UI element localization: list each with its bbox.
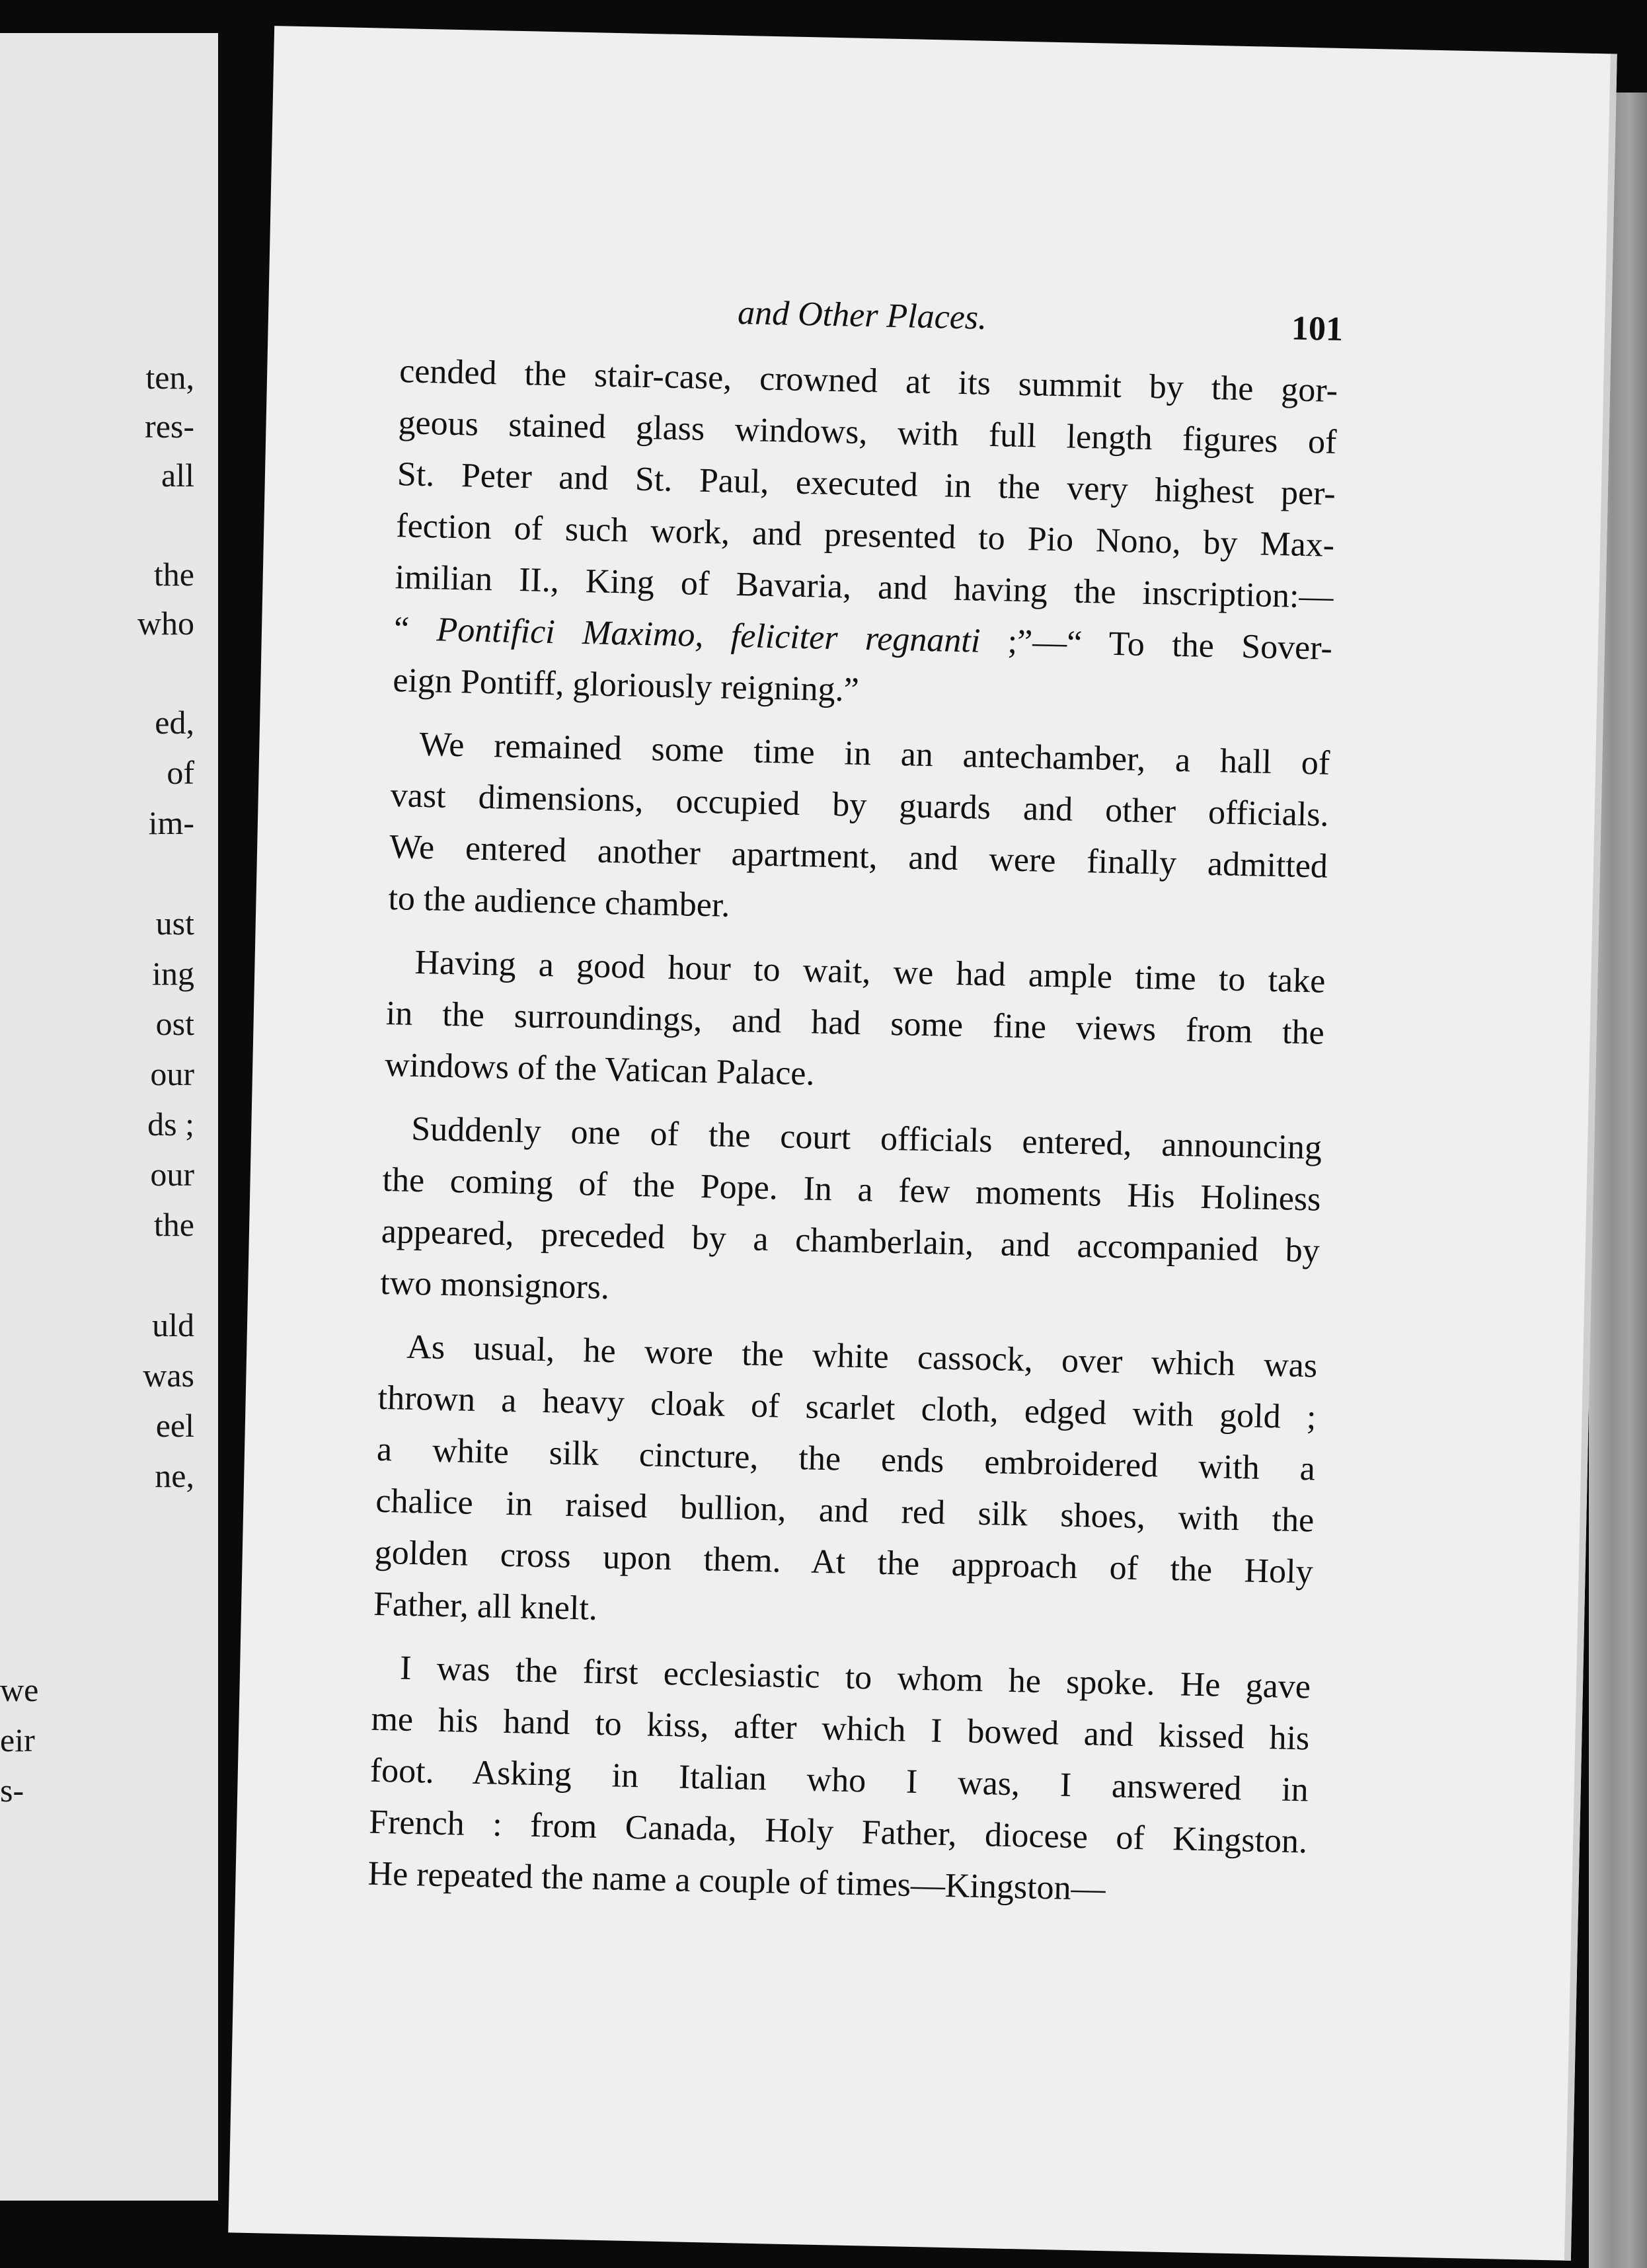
left-page-fragment: ed, (155, 704, 194, 741)
page-number: 101 (1291, 309, 1344, 349)
text-line: “ Pontifici Maximo, feliciter regnanti ;”—“ To the Sover- (393, 610, 1333, 667)
text-line: a white silk cincture, the ends embroidered with a (376, 1430, 1316, 1488)
text-line: Suddenly one of the court officials entered, announcing (410, 1110, 1322, 1167)
text-line: cended the stair-case, crowned at its summit by the gor- (399, 352, 1338, 410)
text-line: eign Pontiff, gloriously reigning.” (392, 662, 860, 709)
text-line: As usual, he wore the white cassock, over which was (406, 1328, 1318, 1385)
book-page (228, 26, 1617, 2261)
left-page-fragment: the (153, 1206, 194, 1243)
text-line: Father, all knelt. (373, 1585, 598, 1628)
left-page-fragment: ust (155, 905, 194, 942)
left-page-fragment: of (167, 754, 194, 791)
left-facing-page (0, 33, 218, 2201)
text-line: Having a good hour to wait, we had ample time to take (414, 943, 1326, 1001)
text-line: vast dimensions, occupied by guards and other officials. (390, 776, 1330, 834)
text-line: me his hand to kiss, after which I bowed and kissed his (370, 1700, 1310, 1758)
text-line: to the audience chamber. (387, 879, 730, 925)
paragraph (384, 936, 1326, 1111)
left-page-fragment: eel (155, 1407, 194, 1444)
paragraph (393, 346, 1338, 726)
text-line: French : from Canada, Holy Father, diocese of Kingston. (368, 1803, 1308, 1861)
running-title: and Other Places. (737, 293, 987, 337)
left-page-fragment: ing (152, 955, 194, 992)
text-line: geous stained glass windows, with full length figures of (398, 404, 1337, 461)
left-page-fragment: ds ; (147, 1106, 194, 1143)
left-page-fragment: was (143, 1357, 194, 1394)
left-page-fragment: our (150, 1055, 194, 1092)
left-page-fragment: ne, (155, 1457, 194, 1494)
text-line: We remained some time in an antechamber, a hall of (418, 725, 1330, 782)
text-line: appeared, preceded by a chamberlain, and accompanied by (381, 1212, 1321, 1270)
text-line: windows of the Vatican Palace. (384, 1045, 816, 1093)
left-page-fragment: res- (145, 408, 194, 445)
text-line: thrown a heavy cloak of scarlet cloth, edged with gold ; (377, 1379, 1317, 1437)
text-line: I was the first ecclesiastic to whom he spoke. He gave (399, 1649, 1311, 1706)
text-line: in the surroundings, and had some fine views from the (385, 994, 1325, 1052)
text-line: We entered another apartment, and were finally admitted (389, 828, 1328, 886)
left-page-fragment: all (161, 457, 194, 494)
left-page-fragment: who (137, 605, 194, 642)
text-line: two monsignors. (379, 1264, 610, 1307)
text-line: foot. Asking in Italian who I was, I answered in (369, 1751, 1309, 1809)
paragraph (367, 1642, 1311, 1920)
paragraph (380, 1103, 1322, 1329)
left-page-fragment: eir (0, 1721, 35, 1758)
text-line: golden cross upon them. At the approach of the Holy (374, 1533, 1314, 1591)
text-line: the coming of the Pope. In a few moments His Holiness (382, 1160, 1321, 1219)
text-line: chalice in raised bullion, and red silk shoes, with the (375, 1482, 1315, 1540)
paragraph (373, 1321, 1317, 1650)
left-page-fragment: im- (148, 804, 194, 841)
left-page-fragment: s- (0, 1772, 24, 1809)
text-line: fection of such work, and presented to Pio Nono, by Max- (395, 507, 1335, 564)
text-line: imilian II., King of Bavaria, and having the inscription:— (395, 558, 1334, 616)
left-page-fragment: we (0, 1671, 39, 1708)
latin-inscription: Pontifici Maximo, feliciter regnanti (436, 611, 981, 660)
left-page-fragment: the (153, 556, 194, 593)
text-line: He repeated the name a couple of times—Kingston— (367, 1854, 1106, 1909)
text-line: St. Peter and St. Paul, executed in the very highest per- (397, 455, 1336, 513)
left-page-fragment: uld (152, 1306, 194, 1343)
paragraph (388, 718, 1330, 944)
left-page-fragment: ost (155, 1005, 194, 1042)
left-page-fragment: ten, (145, 359, 194, 396)
left-page-fragment: our (150, 1156, 194, 1193)
body-text (367, 346, 1338, 1931)
